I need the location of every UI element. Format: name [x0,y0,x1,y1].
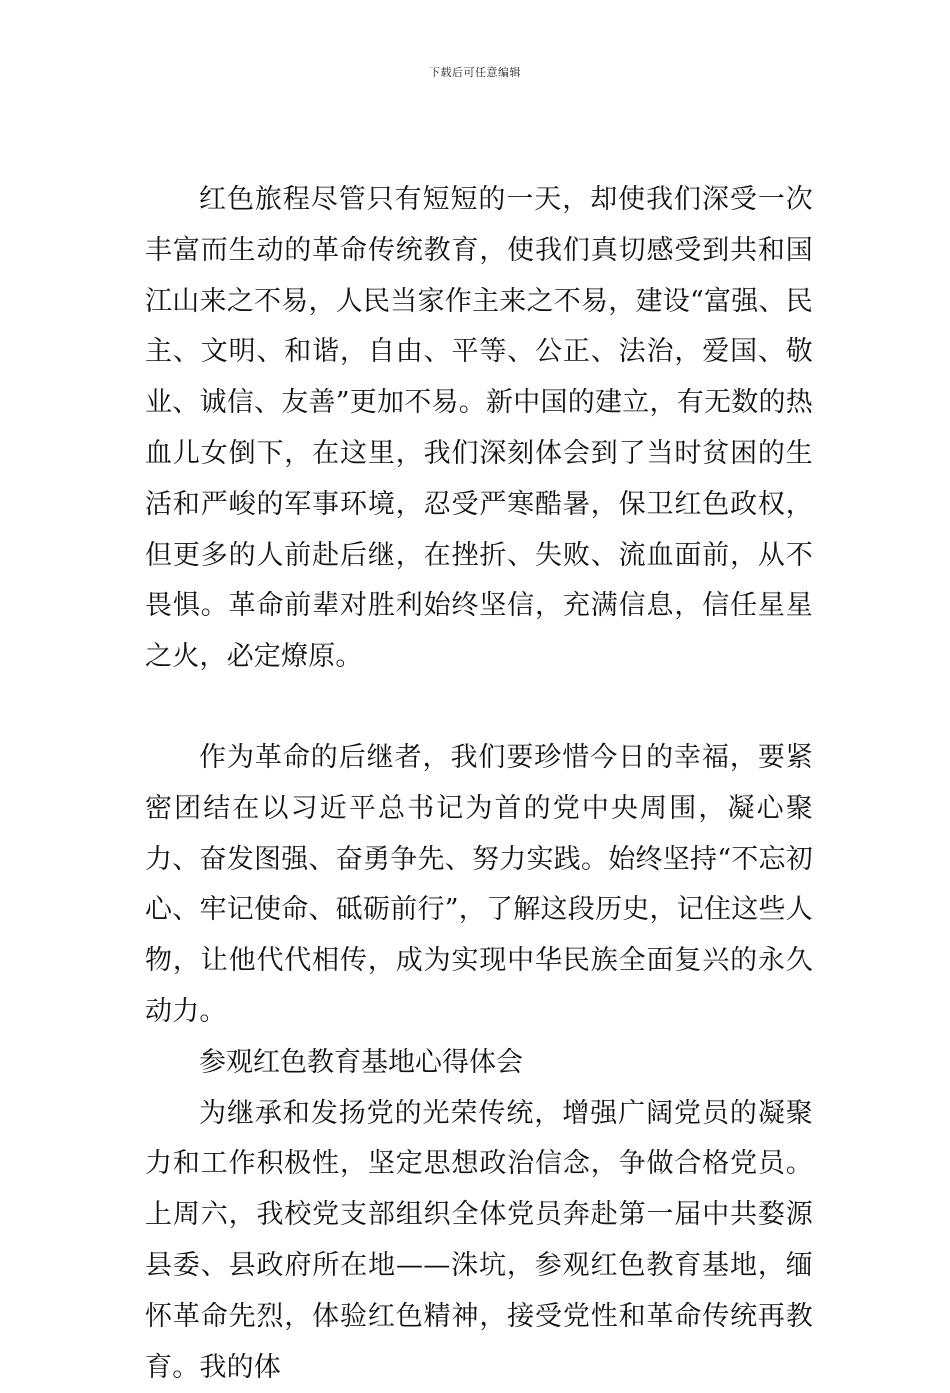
paragraph-3: 为继承和发扬党的光荣传统，增强广阔党员的凝聚力和工作积极性，坚定思想政治信念，争做合格党员。上周六，我校党支部组织全体党员奔赴第一届中共婺源县委、县政府所在地——洙坑，参观红色教育基地，缅怀革命先烈，体验红色精神，接受党性和革命传统再教育。我的体 [145,1097,813,1383]
document-body [145,175,813,1393]
page-header: 下载后可任意编辑 [429,66,521,79]
paragraph-1: 红色旅程尽管只有短短的一天，却使我们深受一次丰富而生动的革命传统教育，使我们真切感受到共和国江山来之不易，人民当家作主来之不易，建设“富强、民主、文明、和谐，自由、平等、公正、法治，爱国、敬业、诚信、友善”更加不易。新中国的建立，有无数的热血儿女倒下，在这里，我们深刻体会到了当时贫困的生活和严峻的军事环境，忍受严寒酷暑，保卫红色政权，但更多的人前赴后继，在挫折、失败、流血面前，从不畏惧。革命前辈对胜利始终坚信，充满信息，信任星星之火，必定燎原。 [145,184,813,673]
paragraph-2: 作为革命的后继者，我们要珍惜今日的幸福，要紧密团结在以习近平总书记为首的党中央周围，凝心聚力、奋发图强、奋勇争先、努力实践。始终坚持“不忘初心、牢记使命、砥砺前行”，了解这段历史，记住这些人物，让他代代相传，成为实现中华民族全面复兴的永久动力。 [145,741,813,1027]
section-heading: 参观红色教育基地心得体会 [199,1046,523,1078]
